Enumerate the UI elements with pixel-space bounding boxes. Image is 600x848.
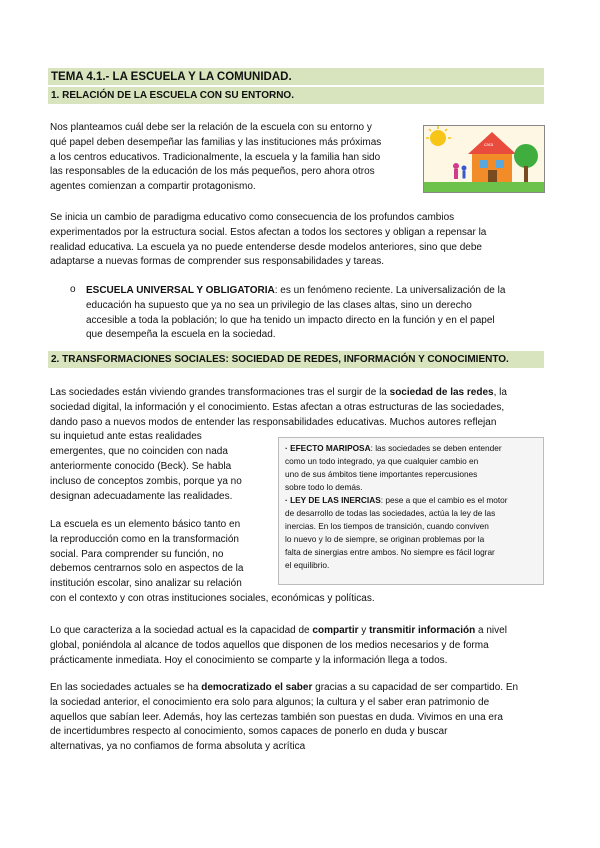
bold-term: · LEY DE LAS INERCIAS — [285, 495, 381, 505]
text-line: falta de sinergias entre ambos. No siempre es fácil lograr — [285, 547, 495, 557]
bullet-paragraph — [86, 284, 544, 343]
text-line: agentes comienzan a compartir protagonismo. — [50, 181, 256, 193]
text-line: de desarrollo de todas las sociedades, actúa la ley de las — [285, 508, 496, 518]
text-span: En las sociedades actuales se ha — [50, 682, 202, 693]
text-line: realidad educativa. La escuela ya no puede entenderse desde modelos anteriores, sino que debe — [50, 241, 482, 253]
text-line: el equilibrio. — [285, 560, 330, 570]
text-line: con el contexto y con otras instituciones sociales, económicas y políticas. — [50, 592, 375, 604]
text-line: educación ha supuesto que ya no sea un privilegio de las clases altas, sino un derecho — [86, 299, 472, 311]
school-paragraph — [50, 518, 544, 607]
text-line: la reproducción como en la transformación — [50, 533, 239, 545]
bold-term: compartir — [312, 625, 359, 636]
text-span: : pese a que el cambio es el motor — [380, 495, 508, 505]
text-line — [50, 681, 544, 696]
text-line: social. Para comprender su función, no — [50, 548, 224, 560]
text-line: global, poniéndola al alcance de todos aquellos que disponen de los medios necesarios y de forma — [50, 639, 489, 651]
text-span: y — [358, 625, 370, 636]
text-line: que desempeña la escuela en la sociedad. — [86, 329, 276, 341]
text-line: como un todo integrado, ya que cualquier cambio en — [285, 456, 479, 466]
democratized-paragraph — [50, 681, 544, 755]
text-line — [285, 494, 537, 507]
text-line: Se inicia un cambio de paradigma educativo como consecuencia de los profundos cambios — [50, 212, 455, 223]
text-line: emergentes, que no coinciden con nada — [50, 446, 228, 458]
bold-term: transmitir información — [369, 625, 476, 636]
text-line: la sociedad anterior, el conocimiento era solo para algunos; la cultura y el saber eran patrimonio de — [50, 696, 490, 708]
section-1-heading — [48, 87, 544, 104]
text-line: dando paso a nuevos modos de entender las responsabilidades educativas. Muchos autores reflejan — [50, 416, 497, 428]
text-line — [50, 386, 544, 401]
text-line: incluso de conceptos zombis, porque ya no — [50, 475, 242, 487]
section-2-heading — [48, 351, 544, 368]
text-line — [50, 624, 544, 639]
bold-term: · EFECTO MARIPOSA — [285, 443, 371, 453]
bullet-first-line: : es un fenómeno reciente. La universalización de la — [274, 285, 506, 296]
text-line: a los centros educativos. Tradicionalmente, la escuela y la familia han sido — [50, 151, 381, 163]
page-title — [48, 68, 544, 85]
section-2-heading-text: 2. TRANSFORMACIONES SOCIALES: SOCIEDAD DE REDES, INFORMACIÓN Y CONOCIMIENTO. — [51, 354, 509, 365]
bold-term: democratizado el saber — [201, 682, 313, 693]
bold-term: sociedad de las redes — [389, 387, 494, 398]
text-span: Las sociedades están viviendo grandes transformaciones tras el surgir de la — [50, 387, 390, 398]
svg-text:casa: casa — [484, 142, 494, 147]
text-line: sobre todo lo demás. — [285, 482, 363, 492]
intro-paragraph — [50, 121, 418, 195]
text-line: Nos planteamos cuál debe ser la relación de la escuela con su entorno y — [50, 122, 372, 133]
text-line: su inquietud ante estas realidades — [50, 431, 202, 443]
text-span: a nivel — [475, 625, 507, 636]
text-line: experimentados por la estructura social. Estos afectan a todos los sectores y obligan a repensar la — [50, 226, 487, 238]
text-span: Lo que caracteriza a la sociedad actual es la capacidad de — [50, 625, 313, 636]
text-line: sociedad digital, la información y el conocimiento. Estas afectan a otras estructuras de las sociedades, — [50, 401, 505, 413]
bullet-term: ESCUELA UNIVERSAL Y OBLIGATORIA — [86, 285, 275, 296]
text-line: alternativas, ya no confiamos de forma absoluta y acrítica — [50, 741, 306, 753]
text-span: : las sociedades se deben entender — [370, 443, 502, 453]
text-line: La escuela es un elemento básico tanto en — [50, 519, 241, 530]
family-house-drawing-icon — [423, 125, 545, 193]
text-line: lo nuevo y lo de siempre, se originan problemas por la — [285, 534, 485, 544]
text-line — [86, 284, 544, 299]
bullet-marker: o — [70, 284, 76, 295]
text-line: aquellos que sabían leer. Además, hoy las certezas también son puestas en duda. Vivimos en una era — [50, 711, 503, 723]
text-line: adaptarse a nuevas formas de comprender sus responsabilidades y tareas. — [50, 256, 385, 268]
text-line: accesible a toda la población; lo que ha tenido un impacto directo en la función y en el papel — [86, 314, 495, 326]
text-line — [285, 442, 537, 455]
text-line: anteriormente conocido (Beck). Se habla — [50, 460, 232, 472]
text-span: , la — [493, 387, 507, 398]
text-line: debemos centrarnos solo en aspectos de la — [50, 563, 244, 575]
text-line: inercias. En los tiempos de transición, cuando conviven — [285, 521, 489, 531]
paradigm-paragraph — [50, 211, 544, 270]
share-paragraph — [50, 624, 544, 668]
section-1-heading-text: 1. RELACIÓN DE LA ESCUELA CON SU ENTORNO. — [51, 90, 294, 101]
text-line: uno de sus ámbitos tiene importantes repercusiones — [285, 469, 478, 479]
text-line: las responsables de la educación de los más pequeños, pero ahora otros — [50, 166, 375, 178]
page-title-text: TEMA 4.1.- LA ESCUELA Y LA COMUNIDAD. — [51, 70, 292, 83]
text-line: prácticamente inmediata. Hoy el conocimiento se comparte y la información llega a todos. — [50, 654, 448, 666]
text-line: designan adecuadamente las realidades. — [50, 490, 233, 502]
text-line: de incertidumbres respecto al conocimiento, somos capaces de ponerlo en duda y buscar — [50, 726, 448, 738]
text-line: institución escolar, sino analizar su relación — [50, 578, 242, 590]
text-line: qué papel deben desempeñar las familias y las instituciones más próximas — [50, 136, 382, 148]
text-span: gracias a su capacidad de ser compartido. En — [312, 682, 519, 693]
